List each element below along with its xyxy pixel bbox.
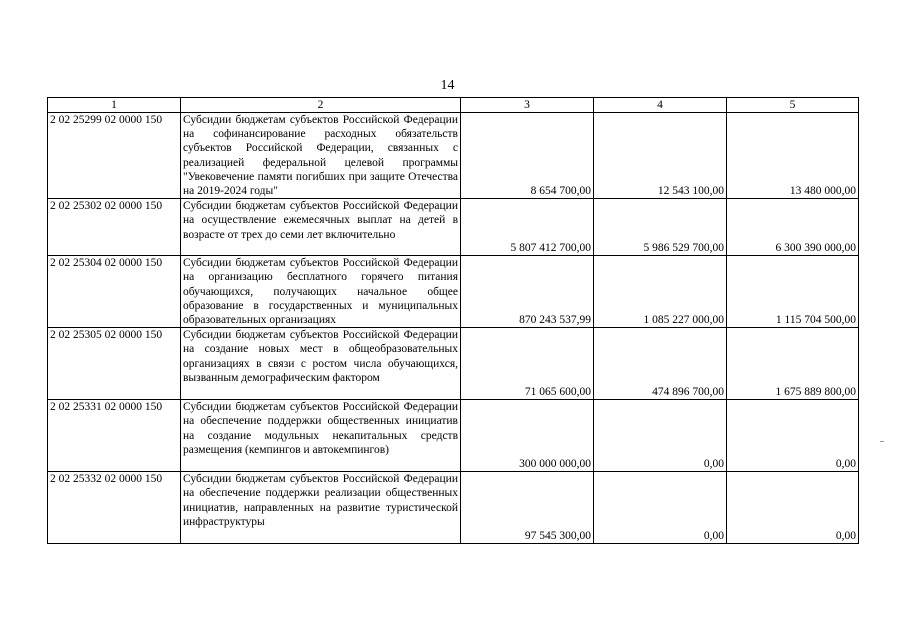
table-row bbox=[48, 113, 859, 199]
amount-col3: 5 807 412 700,00 bbox=[461, 199, 594, 256]
amount-col5: 0,00 bbox=[727, 472, 859, 544]
column-header-5: 5 bbox=[727, 98, 859, 113]
item-description: Субсидии бюджетам субъектов Российской Федерации на софинансирование расходных обязательств субъектов Российской Федерации, связанных с реализацией федеральной целевой программы "Увековечение памяти погибших при защите Отечества на 2019-2024 годы" bbox=[181, 113, 461, 199]
amount-col3: 8 654 700,00 bbox=[461, 113, 594, 199]
table-header-row bbox=[48, 98, 859, 113]
item-description: Субсидии бюджетам субъектов Российской Федерации на обеспечение поддержки общественных инициатив на создание модульных некапитальных средств размещения (кемпингов и автокемпингов) bbox=[181, 400, 461, 472]
item-description: Субсидии бюджетам субъектов Российской Федерации на создание новых мест в общеобразовательных организациях в связи с ростом числа обучающихся, вызванным демографическим фактором bbox=[181, 328, 461, 400]
amount-col5: 13 480 000,00 bbox=[727, 113, 859, 199]
budget-code: 2 02 25305 02 0000 150 bbox=[48, 328, 181, 400]
amount-col5: 1 115 704 500,00 bbox=[727, 256, 859, 328]
table-row bbox=[48, 199, 859, 256]
amount-col4: 1 085 227 000,00 bbox=[594, 256, 727, 328]
column-header-4: 4 bbox=[594, 98, 727, 113]
table-row bbox=[48, 328, 859, 400]
table-row bbox=[48, 400, 859, 472]
column-header-2: 2 bbox=[181, 98, 461, 113]
amount-col3: 97 545 300,00 bbox=[461, 472, 594, 544]
item-description: Субсидии бюджетам субъектов Российской Федерации на обеспечение поддержки реализации общественных инициатив, направленных на развитие туристической инфраструктуры bbox=[181, 472, 461, 544]
table-row bbox=[48, 256, 859, 328]
amount-col4: 0,00 bbox=[594, 472, 727, 544]
amount-col3: 870 243 537,99 bbox=[461, 256, 594, 328]
amount-col4: 474 896 700,00 bbox=[594, 328, 727, 400]
amount-col5: 0,00 bbox=[727, 400, 859, 472]
budget-code: 2 02 25299 02 0000 150 bbox=[48, 113, 181, 199]
amount-col3: 71 065 600,00 bbox=[461, 328, 594, 400]
budget-code: 2 02 25331 02 0000 150 bbox=[48, 400, 181, 472]
table-row bbox=[48, 472, 859, 544]
page-number: 14 bbox=[440, 78, 455, 93]
amount-col3: 300 000 000,00 bbox=[461, 400, 594, 472]
amount-col5: 6 300 390 000,00 bbox=[727, 199, 859, 256]
amount-col4: 12 543 100,00 bbox=[594, 113, 727, 199]
amount-col4: 0,00 bbox=[594, 400, 727, 472]
budget-code: 2 02 25302 02 0000 150 bbox=[48, 199, 181, 256]
item-description: Субсидии бюджетам субъектов Российской Федерации на осуществление ежемесячных выплат на детей в возрасте от трех до семи лет включительно bbox=[181, 199, 461, 256]
amount-col5: 1 675 889 800,00 bbox=[727, 328, 859, 400]
budget-code: 2 02 25304 02 0000 150 bbox=[48, 256, 181, 328]
scan-mark bbox=[880, 441, 884, 442]
amount-col4: 5 986 529 700,00 bbox=[594, 199, 727, 256]
column-header-1: 1 bbox=[48, 98, 181, 113]
budget-code: 2 02 25332 02 0000 150 bbox=[48, 472, 181, 544]
column-header-3: 3 bbox=[461, 98, 594, 113]
budget-table bbox=[47, 97, 859, 544]
item-description: Субсидии бюджетам субъектов Российской Федерации на организацию бесплатного горячего питания обучающихся, получающих начальное общее образование в государственных и муниципальных образовательных организациях bbox=[181, 256, 461, 328]
